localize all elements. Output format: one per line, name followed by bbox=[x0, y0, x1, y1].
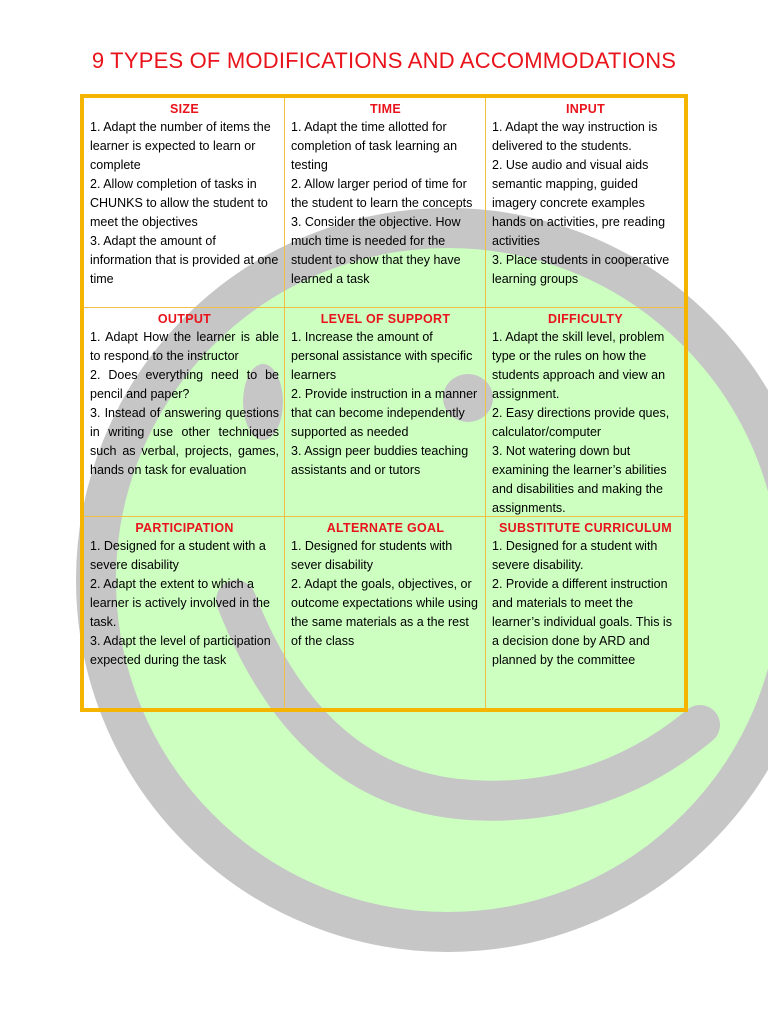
cell-heading: INPUT bbox=[566, 102, 605, 116]
cell-heading: OUTPUT bbox=[157, 312, 212, 326]
list-item: 1. Adapt the skill level, problem type or the rules on how the students approach and view an assignment. bbox=[492, 330, 666, 401]
cell-heading: ALTERNATE GOAL bbox=[326, 521, 445, 535]
list-item: 2. Allow completion of tasks in CHUNKS to allow the student to meet the objectives bbox=[90, 177, 268, 229]
list-item: 2. Adapt the goals, objectives, or outcome expectations while using the same materials as a the rest of the class bbox=[291, 577, 478, 648]
cell-time bbox=[285, 98, 486, 308]
cell-heading: SUBSTITUTE CURRICULUM bbox=[499, 521, 672, 535]
list-item: 2. Allow larger period of time for the student to learn the concepts bbox=[291, 177, 473, 210]
list-item: 3. Place students in cooperative learning groups bbox=[492, 253, 670, 286]
cell-heading: DIFFICULTY bbox=[548, 312, 623, 326]
cell-heading: TIME bbox=[369, 102, 402, 116]
list-item: 1. Designed for students with sever disability bbox=[291, 539, 453, 572]
cell-participation bbox=[84, 517, 285, 708]
list-item: 3. Consider the objective. How much time is needed for the student to show that they have learned a task bbox=[291, 215, 461, 286]
list-item: 2. Provide instruction in a manner that can become independently supported as needed bbox=[291, 387, 478, 439]
list-item: 2. Provide a different instruction and materials to meet the learner’s individual goals. This is a decision done by ARD and planned by the committee bbox=[492, 577, 672, 667]
cell-heading: LEVEL OF SUPPORT bbox=[320, 312, 451, 326]
list-item: 2. Does everything need to be pencil and paper? bbox=[90, 368, 279, 401]
list-item: 3. Adapt the level of participation expected during the task bbox=[90, 634, 271, 667]
list-item: 2. Easy directions provide ques, calculator/computer bbox=[492, 406, 670, 439]
list-item: 1. Adapt the way instruction is delivered to the students. bbox=[492, 120, 658, 153]
list-item: 1. Adapt the number of items the learner is expected to learn or complete bbox=[90, 120, 271, 172]
cell-input bbox=[486, 98, 684, 308]
list-item: 1. Adapt the time allotted for completion of task learning an testing bbox=[291, 120, 458, 172]
cell-output bbox=[84, 308, 285, 517]
cell-substitute-curriculum bbox=[486, 517, 684, 708]
list-item: 1. Adapt How the learner is able to respond to the instructor bbox=[90, 330, 279, 363]
list-item: 2. Use audio and visual aids semantic mapping, guided imagery concrete examples hands on activities, pre reading activities bbox=[492, 158, 666, 248]
list-item: 3. Instead of answering questions in writing use other techniques such as verbal, projects, games, hands on task for evaluation bbox=[90, 406, 279, 477]
list-item: 1. Increase the amount of personal assistance with specific learners bbox=[291, 330, 473, 382]
list-item: 3. Assign peer buddies teaching assistants and or tutors bbox=[291, 444, 469, 477]
cell-difficulty bbox=[486, 308, 684, 517]
cell-alternate-goal bbox=[285, 517, 486, 708]
cell-level-of-support bbox=[285, 308, 486, 517]
list-item: 1. Designed for a student with a severe disability bbox=[90, 539, 266, 572]
list-item: 3. Not watering down but examining the learner’s abilities and disabilities and making the assignments. bbox=[492, 444, 667, 515]
cell-heading: SIZE bbox=[170, 102, 199, 116]
list-item: 2. Adapt the extent to which a learner is actively involved in the task. bbox=[90, 577, 270, 629]
list-item: 3. Adapt the amount of information that is provided at one time bbox=[90, 234, 279, 286]
cell-heading: PARTICIPATION bbox=[135, 521, 234, 535]
list-item: 1. Designed for a student with severe disability. bbox=[492, 539, 658, 572]
cell-size bbox=[84, 98, 285, 308]
modifications-table bbox=[80, 94, 688, 712]
page-title: 9 TYPES OF MODIFICATIONS AND ACCOMMODATIONS bbox=[91, 48, 677, 73]
